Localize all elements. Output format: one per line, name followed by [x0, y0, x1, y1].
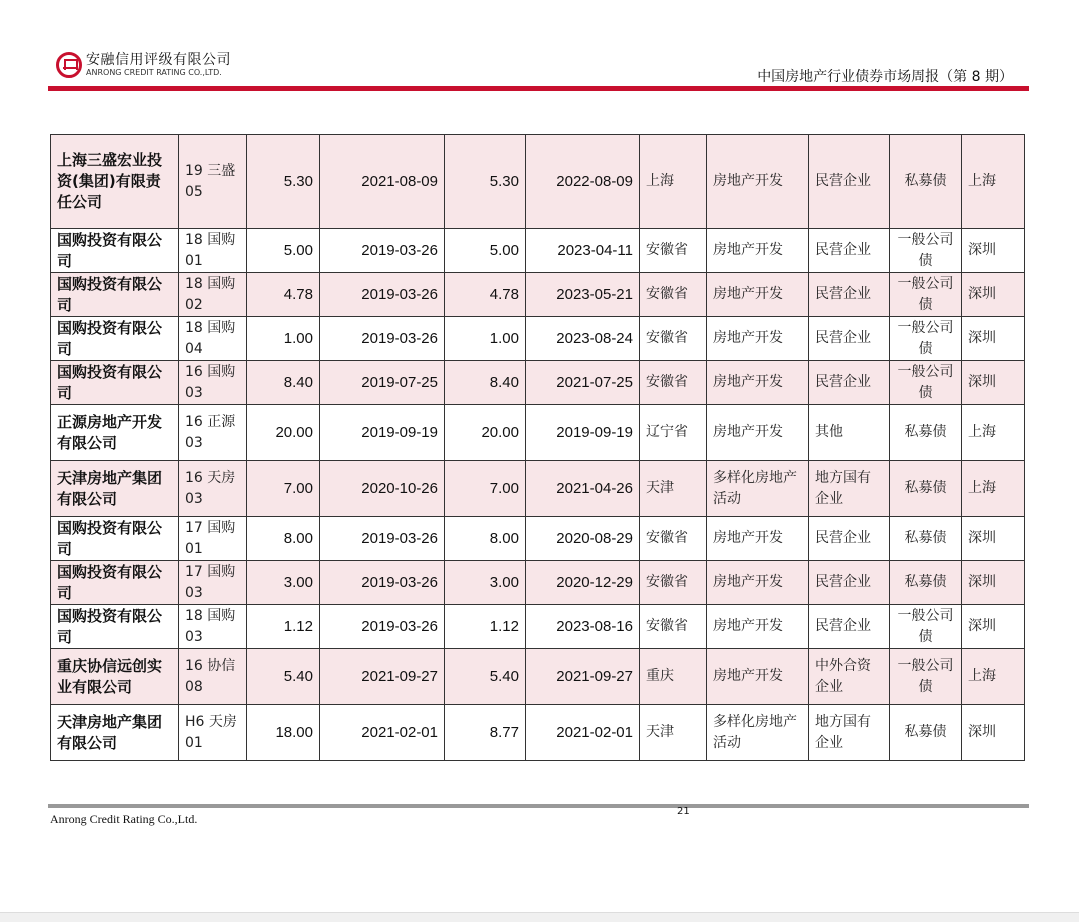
issue-amount-cell: 20.00	[247, 405, 320, 461]
industry-cell: 房地产开发	[707, 649, 809, 705]
enterprise-nature-cell: 民营企业	[809, 561, 890, 605]
exchange-cell: 上海	[962, 461, 1025, 517]
balance-cell: 1.12	[445, 605, 526, 649]
company-logo	[56, 52, 231, 78]
issue-amount-cell: 1.12	[247, 605, 320, 649]
enterprise-nature-cell: 民营企业	[809, 605, 890, 649]
table-row	[51, 649, 1025, 705]
footer-divider	[48, 804, 1029, 808]
balance-cell: 5.40	[445, 649, 526, 705]
issue-amount-cell: 8.40	[247, 361, 320, 405]
table-row	[51, 517, 1025, 561]
header-divider	[48, 86, 1029, 91]
bond-type-cell: 私募债	[890, 705, 962, 761]
exchange-cell: 深圳	[962, 561, 1025, 605]
bond-code-cell: 17 国购 03	[179, 561, 247, 605]
table-row	[51, 317, 1025, 361]
enterprise-nature-cell: 民营企业	[809, 229, 890, 273]
date-cell: 2019-03-26	[320, 561, 445, 605]
balance-cell: 8.77	[445, 705, 526, 761]
bond-type-cell: 私募债	[890, 461, 962, 517]
bond-type-cell: 私募债	[890, 517, 962, 561]
issue-amount-cell: 5.00	[247, 229, 320, 273]
maturity-date-cell: 2021-07-25	[526, 361, 640, 405]
date-cell: 2021-09-27	[320, 649, 445, 705]
province-cell: 安徽省	[640, 361, 707, 405]
issuer-cell: 重庆协信远创实业有限公司	[51, 649, 179, 705]
table-row	[51, 135, 1025, 229]
industry-cell: 房地产开发	[707, 229, 809, 273]
industry-cell: 多样化房地产活动	[707, 461, 809, 517]
bond-type-cell: 一般公司债	[890, 649, 962, 705]
maturity-date-cell: 2023-08-16	[526, 605, 640, 649]
maturity-date-cell: 2021-02-01	[526, 705, 640, 761]
maturity-date-cell: 2021-09-27	[526, 649, 640, 705]
page-number: 21	[677, 806, 690, 817]
bond-code-cell: 16 国购 03	[179, 361, 247, 405]
enterprise-nature-cell: 民营企业	[809, 273, 890, 317]
table-row	[51, 229, 1025, 273]
issue-amount-cell: 5.40	[247, 649, 320, 705]
exchange-cell: 深圳	[962, 705, 1025, 761]
table-row	[51, 461, 1025, 517]
bond-code-cell: 16 天房 03	[179, 461, 247, 517]
issue-amount-cell: 3.00	[247, 561, 320, 605]
bond-code-cell: 16 协信 08	[179, 649, 247, 705]
table-row	[51, 605, 1025, 649]
province-cell: 天津	[640, 705, 707, 761]
issuer-cell: 国购投资有限公司	[51, 317, 179, 361]
industry-cell: 房地产开发	[707, 135, 809, 229]
bond-type-cell: 私募债	[890, 561, 962, 605]
bond-code-cell: 16 正源 03	[179, 405, 247, 461]
report-title: 中国房地产行业债券市场周报（第 8 期）	[757, 69, 1013, 85]
date-cell: 2019-07-25	[320, 361, 445, 405]
table-row	[51, 405, 1025, 461]
industry-cell: 房地产开发	[707, 273, 809, 317]
issue-amount-cell: 7.00	[247, 461, 320, 517]
table-row	[51, 705, 1025, 761]
anrong-logo-icon	[56, 52, 82, 78]
bond-type-cell: 一般公司债	[890, 317, 962, 361]
province-cell: 安徽省	[640, 605, 707, 649]
date-cell: 2019-03-26	[320, 317, 445, 361]
exchange-cell: 深圳	[962, 605, 1025, 649]
issuer-cell: 国购投资有限公司	[51, 229, 179, 273]
maturity-date-cell: 2020-12-29	[526, 561, 640, 605]
enterprise-nature-cell: 地方国有企业	[809, 461, 890, 517]
issuer-cell: 国购投资有限公司	[51, 361, 179, 405]
exchange-cell: 上海	[962, 135, 1025, 229]
exchange-cell: 深圳	[962, 317, 1025, 361]
exchange-cell: 上海	[962, 405, 1025, 461]
bond-type-cell: 一般公司债	[890, 605, 962, 649]
balance-cell: 1.00	[445, 317, 526, 361]
enterprise-nature-cell: 其他	[809, 405, 890, 461]
exchange-cell: 深圳	[962, 273, 1025, 317]
issuer-cell: 国购投资有限公司	[51, 561, 179, 605]
issue-amount-cell: 18.00	[247, 705, 320, 761]
enterprise-nature-cell: 民营企业	[809, 517, 890, 561]
industry-cell: 房地产开发	[707, 517, 809, 561]
issuer-cell: 天津房地产集团有限公司	[51, 461, 179, 517]
province-cell: 安徽省	[640, 273, 707, 317]
date-cell: 2021-02-01	[320, 705, 445, 761]
bond-code-cell: 18 国购 02	[179, 273, 247, 317]
logo-text	[86, 53, 231, 77]
issuer-cell: 国购投资有限公司	[51, 517, 179, 561]
table-row	[51, 361, 1025, 405]
date-cell: 2019-03-26	[320, 605, 445, 649]
maturity-date-cell: 2020-08-29	[526, 517, 640, 561]
bond-type-cell: 私募债	[890, 135, 962, 229]
issue-amount-cell: 1.00	[247, 317, 320, 361]
enterprise-nature-cell: 地方国有企业	[809, 705, 890, 761]
bond-code-cell: 19 三盛 05	[179, 135, 247, 229]
enterprise-nature-cell: 民营企业	[809, 135, 890, 229]
company-name-en: ANRONG CREDIT RATING CO.,LTD.	[86, 68, 222, 77]
bond-table	[50, 134, 1025, 761]
maturity-date-cell: 2023-04-11	[526, 229, 640, 273]
industry-cell: 房地产开发	[707, 361, 809, 405]
table-row	[51, 273, 1025, 317]
industry-cell: 房地产开发	[707, 605, 809, 649]
issuer-cell: 上海三盛宏业投资(集团)有限责任公司	[51, 135, 179, 229]
exchange-cell: 深圳	[962, 361, 1025, 405]
balance-cell: 5.30	[445, 135, 526, 229]
enterprise-nature-cell: 民营企业	[809, 361, 890, 405]
issuer-cell: 正源房地产开发有限公司	[51, 405, 179, 461]
bond-type-cell: 一般公司债	[890, 229, 962, 273]
footer-company: Anrong Credit Rating Co.,Ltd.	[50, 812, 198, 826]
balance-cell: 7.00	[445, 461, 526, 517]
bond-code-cell: H6 天房 01	[179, 705, 247, 761]
industry-cell: 房地产开发	[707, 317, 809, 361]
bond-code-cell: 18 国购 04	[179, 317, 247, 361]
province-cell: 安徽省	[640, 561, 707, 605]
maturity-date-cell: 2019-09-19	[526, 405, 640, 461]
bond-type-cell: 一般公司债	[890, 361, 962, 405]
exchange-cell: 深圳	[962, 517, 1025, 561]
province-cell: 安徽省	[640, 317, 707, 361]
province-cell: 辽宁省	[640, 405, 707, 461]
issue-amount-cell: 4.78	[247, 273, 320, 317]
bond-code-cell: 17 国购 01	[179, 517, 247, 561]
date-cell: 2020-10-26	[320, 461, 445, 517]
bond-code-cell: 18 国购 01	[179, 229, 247, 273]
maturity-date-cell: 2022-08-09	[526, 135, 640, 229]
table-body	[51, 135, 1025, 761]
balance-cell: 8.40	[445, 361, 526, 405]
maturity-date-cell: 2021-04-26	[526, 461, 640, 517]
province-cell: 重庆	[640, 649, 707, 705]
date-cell: 2021-08-09	[320, 135, 445, 229]
date-cell: 2019-03-26	[320, 517, 445, 561]
province-cell: 安徽省	[640, 517, 707, 561]
issue-amount-cell: 8.00	[247, 517, 320, 561]
issue-amount-cell: 5.30	[247, 135, 320, 229]
company-name-cn: 安融信用评级有限公司	[86, 52, 231, 68]
maturity-date-cell: 2023-08-24	[526, 317, 640, 361]
enterprise-nature-cell: 中外合资企业	[809, 649, 890, 705]
industry-cell: 房地产开发	[707, 405, 809, 461]
issuer-cell: 国购投资有限公司	[51, 273, 179, 317]
industry-cell: 房地产开发	[707, 561, 809, 605]
balance-cell: 20.00	[445, 405, 526, 461]
bond-code-cell: 18 国购 03	[179, 605, 247, 649]
province-cell: 天津	[640, 461, 707, 517]
balance-cell: 8.00	[445, 517, 526, 561]
bond-type-cell: 私募债	[890, 405, 962, 461]
balance-cell: 5.00	[445, 229, 526, 273]
date-cell: 2019-03-26	[320, 229, 445, 273]
industry-cell: 多样化房地产活动	[707, 705, 809, 761]
exchange-cell: 上海	[962, 649, 1025, 705]
province-cell: 上海	[640, 135, 707, 229]
maturity-date-cell: 2023-05-21	[526, 273, 640, 317]
issuer-cell: 国购投资有限公司	[51, 605, 179, 649]
balance-cell: 4.78	[445, 273, 526, 317]
bond-type-cell: 一般公司债	[890, 273, 962, 317]
table-row	[51, 561, 1025, 605]
exchange-cell: 深圳	[962, 229, 1025, 273]
province-cell: 安徽省	[640, 229, 707, 273]
date-cell: 2019-03-26	[320, 273, 445, 317]
date-cell: 2019-09-19	[320, 405, 445, 461]
balance-cell: 3.00	[445, 561, 526, 605]
issuer-cell: 天津房地产集团有限公司	[51, 705, 179, 761]
enterprise-nature-cell: 民营企业	[809, 317, 890, 361]
